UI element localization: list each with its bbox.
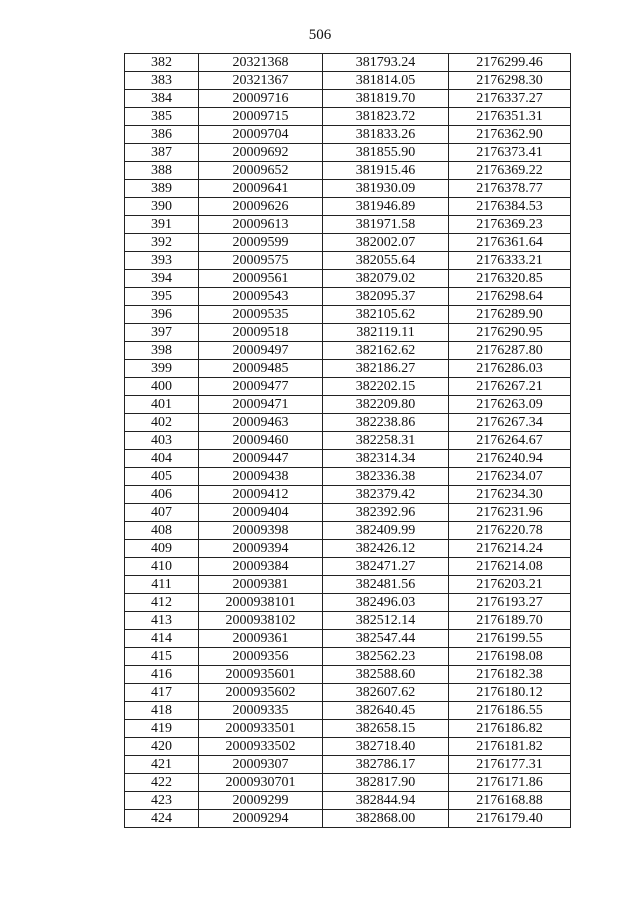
point-id-cell: 2000933502: [199, 738, 323, 756]
point-id-cell: 20009477: [199, 378, 323, 396]
point-number-cell: 393: [125, 252, 199, 270]
point-id-cell: 20009599: [199, 234, 323, 252]
x-coordinate-cell: 382817.90: [323, 774, 449, 792]
point-number-cell: 416: [125, 666, 199, 684]
point-number-cell: 398: [125, 342, 199, 360]
table-row: [125, 252, 571, 270]
x-coordinate-cell: 381819.70: [323, 90, 449, 108]
point-number-cell: 412: [125, 594, 199, 612]
point-number-cell: 423: [125, 792, 199, 810]
point-id-cell: 20009307: [199, 756, 323, 774]
x-coordinate-cell: 382379.42: [323, 486, 449, 504]
point-id-cell: 2000935602: [199, 684, 323, 702]
y-coordinate-cell: 2176362.90: [449, 126, 571, 144]
x-coordinate-cell: 381930.09: [323, 180, 449, 198]
x-coordinate-cell: 382868.00: [323, 810, 449, 828]
table-row: [125, 774, 571, 792]
point-id-cell: 20321367: [199, 72, 323, 90]
point-number-cell: 409: [125, 540, 199, 558]
table-row: [125, 90, 571, 108]
y-coordinate-cell: 2176289.90: [449, 306, 571, 324]
x-coordinate-cell: 382426.12: [323, 540, 449, 558]
x-coordinate-cell: 382336.38: [323, 468, 449, 486]
y-coordinate-cell: 2176351.31: [449, 108, 571, 126]
point-number-cell: 392: [125, 234, 199, 252]
y-coordinate-cell: 2176298.30: [449, 72, 571, 90]
y-coordinate-cell: 2176369.23: [449, 216, 571, 234]
y-coordinate-cell: 2176290.95: [449, 324, 571, 342]
table-row: [125, 54, 571, 72]
x-coordinate-cell: 382202.15: [323, 378, 449, 396]
table-row: [125, 486, 571, 504]
table-row: [125, 360, 571, 378]
point-id-cell: 20009356: [199, 648, 323, 666]
coordinates-table: [124, 53, 571, 828]
x-coordinate-cell: 381823.72: [323, 108, 449, 126]
y-coordinate-cell: 2176179.40: [449, 810, 571, 828]
table-row: [125, 126, 571, 144]
x-coordinate-cell: 381793.24: [323, 54, 449, 72]
point-number-cell: 407: [125, 504, 199, 522]
table-row: [125, 612, 571, 630]
point-id-cell: 20009485: [199, 360, 323, 378]
point-number-cell: 411: [125, 576, 199, 594]
x-coordinate-cell: 382209.80: [323, 396, 449, 414]
point-id-cell: 20009626: [199, 198, 323, 216]
table-row: [125, 504, 571, 522]
y-coordinate-cell: 2176199.55: [449, 630, 571, 648]
table-row: [125, 468, 571, 486]
point-number-cell: 408: [125, 522, 199, 540]
y-coordinate-cell: 2176287.80: [449, 342, 571, 360]
table-row: [125, 144, 571, 162]
x-coordinate-cell: 382055.64: [323, 252, 449, 270]
y-coordinate-cell: 2176180.12: [449, 684, 571, 702]
table-row: [125, 378, 571, 396]
x-coordinate-cell: 382481.56: [323, 576, 449, 594]
x-coordinate-cell: 382409.99: [323, 522, 449, 540]
point-number-cell: 418: [125, 702, 199, 720]
point-id-cell: 20009471: [199, 396, 323, 414]
point-id-cell: 20009438: [199, 468, 323, 486]
point-id-cell: 20009692: [199, 144, 323, 162]
x-coordinate-cell: 382238.86: [323, 414, 449, 432]
point-id-cell: 2000938102: [199, 612, 323, 630]
x-coordinate-cell: 382119.11: [323, 324, 449, 342]
y-coordinate-cell: 2176198.08: [449, 648, 571, 666]
point-id-cell: 20009716: [199, 90, 323, 108]
table-row: [125, 162, 571, 180]
y-coordinate-cell: 2176231.96: [449, 504, 571, 522]
y-coordinate-cell: 2176298.64: [449, 288, 571, 306]
table-row: [125, 666, 571, 684]
x-coordinate-cell: 382258.31: [323, 432, 449, 450]
table-row: [125, 756, 571, 774]
x-coordinate-cell: 382471.27: [323, 558, 449, 576]
table-row: [125, 324, 571, 342]
table-row: [125, 630, 571, 648]
table-row: [125, 216, 571, 234]
x-coordinate-cell: 381946.89: [323, 198, 449, 216]
y-coordinate-cell: 2176373.41: [449, 144, 571, 162]
point-id-cell: 20009381: [199, 576, 323, 594]
table-row: [125, 684, 571, 702]
x-coordinate-cell: 381971.58: [323, 216, 449, 234]
x-coordinate-cell: 381855.90: [323, 144, 449, 162]
x-coordinate-cell: 382658.15: [323, 720, 449, 738]
point-number-cell: 396: [125, 306, 199, 324]
point-number-cell: 388: [125, 162, 199, 180]
y-coordinate-cell: 2176203.21: [449, 576, 571, 594]
point-id-cell: 20009518: [199, 324, 323, 342]
point-id-cell: 20009447: [199, 450, 323, 468]
point-id-cell: 20009361: [199, 630, 323, 648]
x-coordinate-cell: 382562.23: [323, 648, 449, 666]
y-coordinate-cell: 2176378.77: [449, 180, 571, 198]
point-number-cell: 402: [125, 414, 199, 432]
point-id-cell: 2000938101: [199, 594, 323, 612]
table-row: [125, 270, 571, 288]
table-row: [125, 72, 571, 90]
point-number-cell: 389: [125, 180, 199, 198]
table-row: [125, 432, 571, 450]
point-id-cell: 20009398: [199, 522, 323, 540]
point-id-cell: 20009575: [199, 252, 323, 270]
y-coordinate-cell: 2176186.55: [449, 702, 571, 720]
y-coordinate-cell: 2176369.22: [449, 162, 571, 180]
point-id-cell: 20009497: [199, 342, 323, 360]
point-number-cell: 404: [125, 450, 199, 468]
point-number-cell: 399: [125, 360, 199, 378]
x-coordinate-cell: 382640.45: [323, 702, 449, 720]
point-number-cell: 419: [125, 720, 199, 738]
table-row: [125, 540, 571, 558]
y-coordinate-cell: 2176234.07: [449, 468, 571, 486]
point-number-cell: 391: [125, 216, 199, 234]
table-row: [125, 414, 571, 432]
table-row: [125, 648, 571, 666]
x-coordinate-cell: 381915.46: [323, 162, 449, 180]
point-number-cell: 395: [125, 288, 199, 306]
point-number-cell: 420: [125, 738, 199, 756]
y-coordinate-cell: 2176186.82: [449, 720, 571, 738]
y-coordinate-cell: 2176181.82: [449, 738, 571, 756]
x-coordinate-cell: 381833.26: [323, 126, 449, 144]
point-number-cell: 382: [125, 54, 199, 72]
table-row: [125, 288, 571, 306]
y-coordinate-cell: 2176320.85: [449, 270, 571, 288]
point-id-cell: 20009335: [199, 702, 323, 720]
point-id-cell: 20009294: [199, 810, 323, 828]
table-row: [125, 594, 571, 612]
x-coordinate-cell: 382547.44: [323, 630, 449, 648]
table-row: [125, 738, 571, 756]
point-number-cell: 417: [125, 684, 199, 702]
point-id-cell: 20009460: [199, 432, 323, 450]
table-row: [125, 180, 571, 198]
y-coordinate-cell: 2176337.27: [449, 90, 571, 108]
y-coordinate-cell: 2176267.21: [449, 378, 571, 396]
y-coordinate-cell: 2176384.53: [449, 198, 571, 216]
point-number-cell: 406: [125, 486, 199, 504]
point-id-cell: 20321368: [199, 54, 323, 72]
table-row: [125, 558, 571, 576]
y-coordinate-cell: 2176182.38: [449, 666, 571, 684]
point-number-cell: 424: [125, 810, 199, 828]
table-row: [125, 576, 571, 594]
point-number-cell: 410: [125, 558, 199, 576]
point-number-cell: 403: [125, 432, 199, 450]
y-coordinate-cell: 2176220.78: [449, 522, 571, 540]
y-coordinate-cell: 2176361.64: [449, 234, 571, 252]
point-id-cell: 20009652: [199, 162, 323, 180]
y-coordinate-cell: 2176234.30: [449, 486, 571, 504]
point-number-cell: 384: [125, 90, 199, 108]
point-number-cell: 414: [125, 630, 199, 648]
point-number-cell: 421: [125, 756, 199, 774]
x-coordinate-cell: 382392.96: [323, 504, 449, 522]
table-row: [125, 396, 571, 414]
x-coordinate-cell: 382105.62: [323, 306, 449, 324]
point-number-cell: 401: [125, 396, 199, 414]
table-row: [125, 450, 571, 468]
x-coordinate-cell: 382588.60: [323, 666, 449, 684]
x-coordinate-cell: 382844.94: [323, 792, 449, 810]
x-coordinate-cell: 382095.37: [323, 288, 449, 306]
table-row: [125, 108, 571, 126]
point-number-cell: 422: [125, 774, 199, 792]
y-coordinate-cell: 2176299.46: [449, 54, 571, 72]
x-coordinate-cell: 382314.34: [323, 450, 449, 468]
y-coordinate-cell: 2176177.31: [449, 756, 571, 774]
y-coordinate-cell: 2176168.88: [449, 792, 571, 810]
point-number-cell: 386: [125, 126, 199, 144]
table-row: [125, 792, 571, 810]
point-id-cell: 20009535: [199, 306, 323, 324]
y-coordinate-cell: 2176264.67: [449, 432, 571, 450]
table-row: [125, 522, 571, 540]
y-coordinate-cell: 2176193.27: [449, 594, 571, 612]
point-id-cell: 2000930701: [199, 774, 323, 792]
point-number-cell: 383: [125, 72, 199, 90]
table-row: [125, 702, 571, 720]
x-coordinate-cell: 382718.40: [323, 738, 449, 756]
table-row: [125, 306, 571, 324]
coordinates-table-body: [125, 54, 571, 828]
x-coordinate-cell: 382079.02: [323, 270, 449, 288]
point-id-cell: 20009561: [199, 270, 323, 288]
x-coordinate-cell: 382002.07: [323, 234, 449, 252]
point-id-cell: 2000933501: [199, 720, 323, 738]
table-row: [125, 810, 571, 828]
point-id-cell: 20009299: [199, 792, 323, 810]
x-coordinate-cell: 382786.17: [323, 756, 449, 774]
x-coordinate-cell: 382607.62: [323, 684, 449, 702]
point-id-cell: 20009412: [199, 486, 323, 504]
point-number-cell: 400: [125, 378, 199, 396]
y-coordinate-cell: 2176214.08: [449, 558, 571, 576]
y-coordinate-cell: 2176263.09: [449, 396, 571, 414]
y-coordinate-cell: 2176240.94: [449, 450, 571, 468]
y-coordinate-cell: 2176189.70: [449, 612, 571, 630]
point-number-cell: 405: [125, 468, 199, 486]
point-id-cell: 20009384: [199, 558, 323, 576]
x-coordinate-cell: 382186.27: [323, 360, 449, 378]
point-id-cell: 20009641: [199, 180, 323, 198]
y-coordinate-cell: 2176333.21: [449, 252, 571, 270]
table-row: [125, 198, 571, 216]
point-number-cell: 397: [125, 324, 199, 342]
point-id-cell: 20009463: [199, 414, 323, 432]
y-coordinate-cell: 2176171.86: [449, 774, 571, 792]
x-coordinate-cell: 382496.03: [323, 594, 449, 612]
x-coordinate-cell: 382512.14: [323, 612, 449, 630]
point-number-cell: 390: [125, 198, 199, 216]
point-id-cell: 20009543: [199, 288, 323, 306]
y-coordinate-cell: 2176267.34: [449, 414, 571, 432]
x-coordinate-cell: 382162.62: [323, 342, 449, 360]
y-coordinate-cell: 2176286.03: [449, 360, 571, 378]
point-id-cell: 20009715: [199, 108, 323, 126]
point-id-cell: 2000935601: [199, 666, 323, 684]
point-id-cell: 20009704: [199, 126, 323, 144]
point-number-cell: 415: [125, 648, 199, 666]
point-number-cell: 385: [125, 108, 199, 126]
x-coordinate-cell: 381814.05: [323, 72, 449, 90]
point-id-cell: 20009404: [199, 504, 323, 522]
y-coordinate-cell: 2176214.24: [449, 540, 571, 558]
point-number-cell: 413: [125, 612, 199, 630]
point-id-cell: 20009394: [199, 540, 323, 558]
point-number-cell: 394: [125, 270, 199, 288]
page-number: 506: [308, 27, 332, 43]
table-row: [125, 720, 571, 738]
table-row: [125, 234, 571, 252]
point-number-cell: 387: [125, 144, 199, 162]
table-row: [125, 342, 571, 360]
point-id-cell: 20009613: [199, 216, 323, 234]
